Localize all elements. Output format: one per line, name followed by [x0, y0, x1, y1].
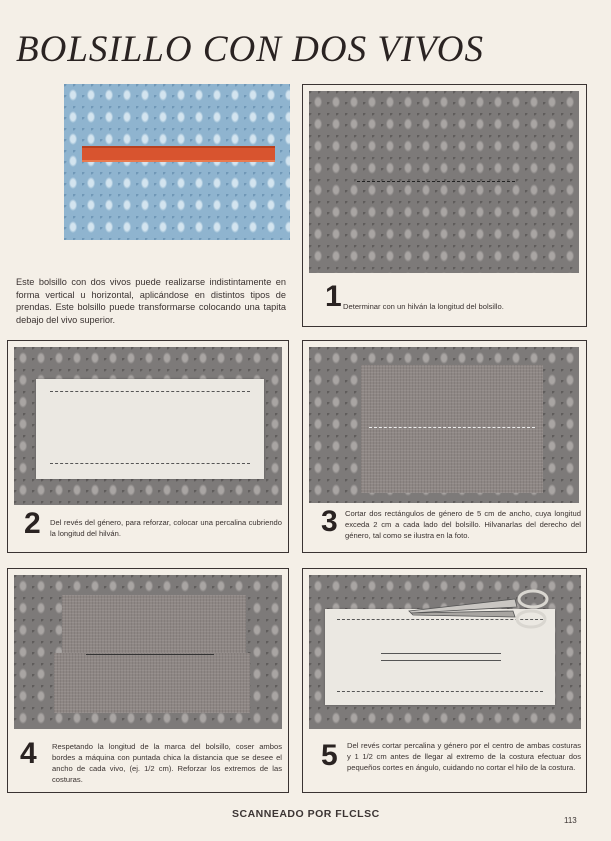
intro-text: Este bolsillo con dos vivos puede realizarse indistintamente en forma vertical u horizontal, aplicándose en distintos tipos de prendas. Este bolsillo puede transformarse colocando una tapita debajo del vivo superior.	[16, 277, 286, 325]
step-3-panel	[302, 340, 587, 553]
step-3-caption: Cortar dos rectángulos de género de 5 cm de ancho, cuya longitud exceda 2 cm a cada lado del bolsillo. Hilvanarlas del derecho del género, tal como se ilustra en la foto.	[345, 509, 581, 540]
machine-stitch-line	[86, 654, 214, 655]
step-2-caption: Del revés del género, para reforzar, colocar una percalina cubriendo la longitud del hilván.	[50, 518, 282, 538]
step-2-photo	[14, 347, 282, 505]
step-4-caption: Respetando la longitud de la marca del bolsillo, coser ambos bordes a máquina con puntada chica la distancia que se desee el ancho de cada vivo, (ej. 1/2 cm). Reforzar los extremos de las costuras.	[52, 742, 282, 784]
step-5-photo	[309, 575, 581, 729]
basting-line	[357, 181, 515, 182]
basting-line	[50, 463, 250, 464]
step-1-photo	[309, 91, 579, 273]
scissors-icon	[405, 589, 555, 629]
step-5-panel	[302, 568, 587, 793]
step-1-number: 1	[325, 280, 342, 313]
step-5-caption: Del revés cortar percalina y género por el centro de ambas costuras y 1 1/2 cm antes de llegar al extremo de la costura efectuar dos pequeños cortes en ángulo, cuidando no cortar el hilo de la costura.	[347, 741, 581, 772]
basting-line	[369, 427, 535, 428]
finished-pocket-photo	[64, 84, 290, 240]
interfacing-piece	[36, 379, 264, 479]
step-2-number: 2	[24, 507, 41, 540]
basting-line	[50, 391, 250, 392]
scan-credit: SCANNEADO POR FLCLSC	[232, 808, 380, 820]
step-4-number: 4	[20, 737, 37, 770]
step-5-number: 5	[321, 739, 338, 772]
step-1-caption: Determinar con un hilván la longitud del bolsillo.	[343, 302, 504, 311]
cut-slit	[381, 653, 501, 661]
upper-piping-piece	[62, 595, 246, 653]
step-1-panel	[302, 84, 587, 327]
step-4-panel	[7, 568, 289, 793]
step-4-photo	[14, 575, 282, 729]
piping-strip	[82, 146, 275, 162]
lower-piping-piece	[54, 653, 250, 713]
step-2-panel	[7, 340, 289, 553]
page-title: BOLSILLO CON DOS VIVOS	[16, 29, 485, 70]
step-3-photo	[309, 347, 579, 503]
page-number: 113	[564, 816, 577, 825]
fabric-rectangles	[361, 365, 543, 493]
step-3-number: 3	[321, 505, 338, 538]
basting-line	[337, 691, 543, 692]
